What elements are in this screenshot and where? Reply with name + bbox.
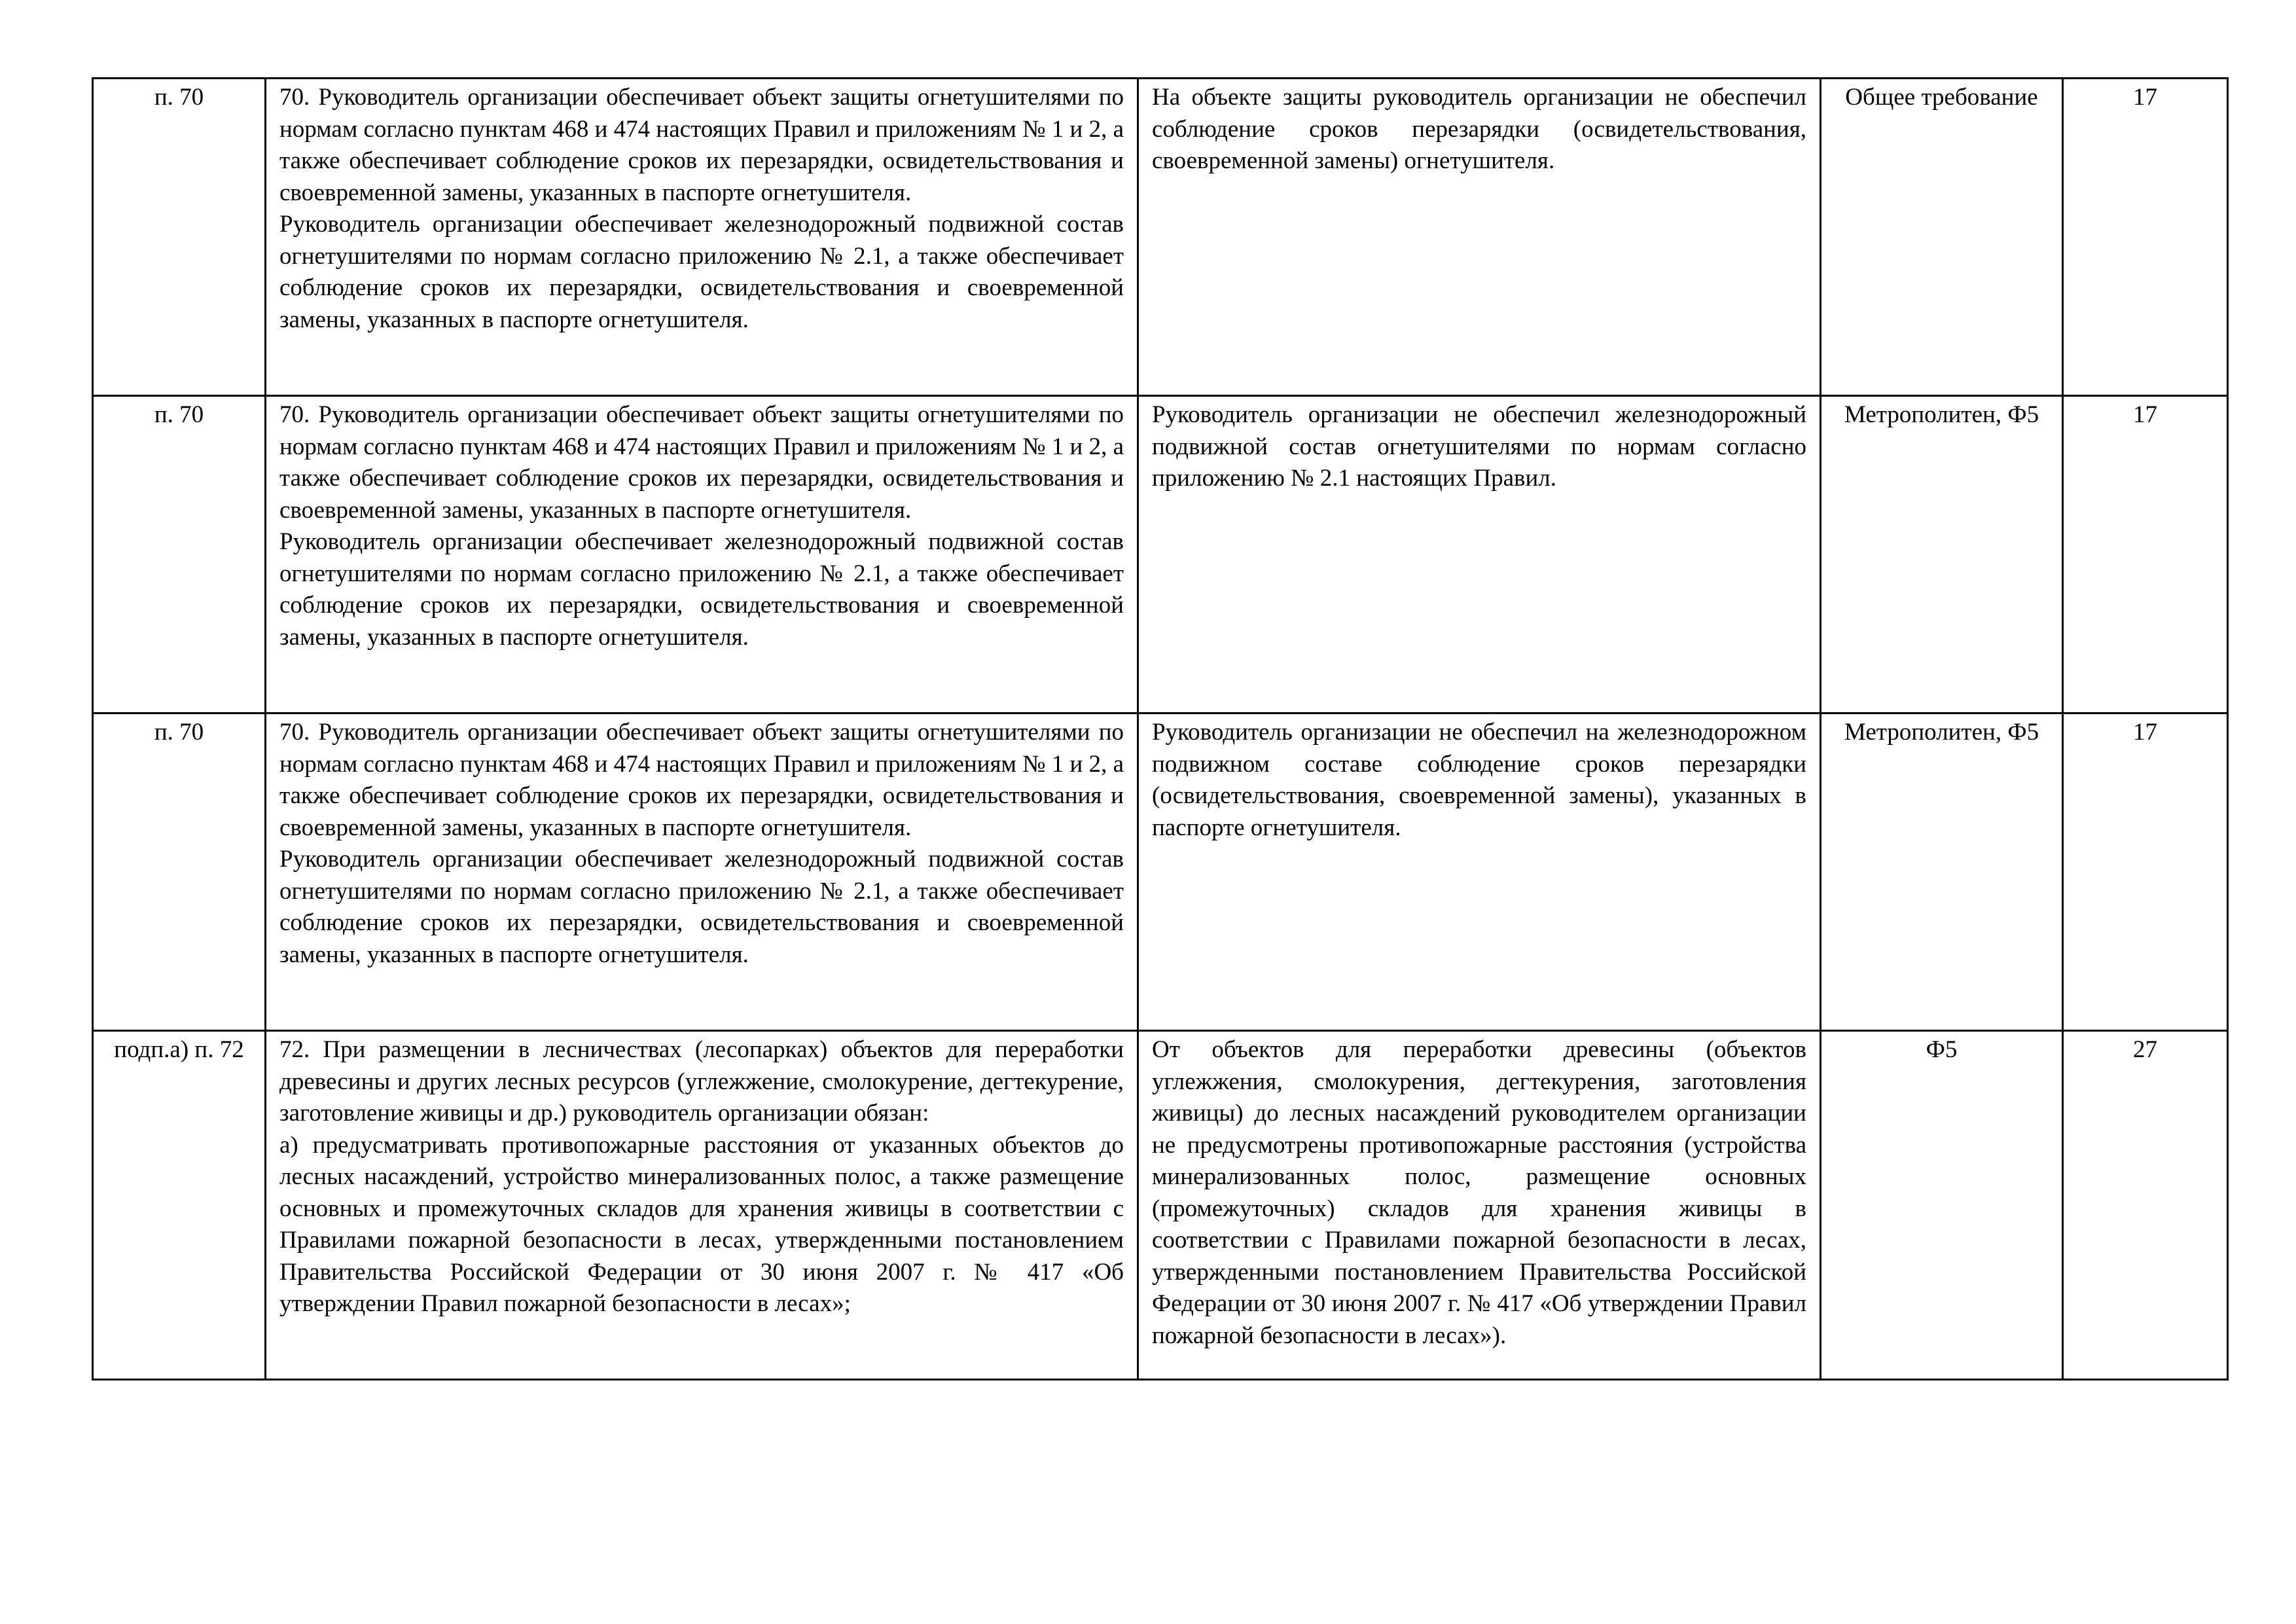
weight-cell: 17 bbox=[2063, 713, 2228, 1031]
requirement-cell bbox=[266, 1031, 1138, 1380]
requirement-cell bbox=[266, 79, 1138, 396]
category-cell: Общее требование bbox=[1821, 79, 2063, 396]
clause-cell: п. 70 bbox=[93, 396, 266, 713]
requirement-paragraph: Руководитель организации обеспечивает железнодорожный подвижной состав огнетушителями по нормам согласно приложению № 2.1, а также обеспечивает соблюдение сроков их перезарядки, освидетельствования и своевременной замены, указанных в паспорте огнетушителя. bbox=[279, 528, 1124, 651]
category-cell: Ф5 bbox=[1821, 1031, 2063, 1380]
requirement-paragraph: 70. Руководитель организации обеспечивает объект защиты огнетушителями по нормам согласно пунктам 468 и 474 настоящих Правил и приложениям № 1 и 2, а также обеспечивает соблюдение сроков их перезарядки, освидетельствования и своевременной замены, указанных в паспорте огнетушителя. bbox=[279, 84, 1124, 206]
violation-cell bbox=[1138, 396, 1821, 713]
clause-cell: п. 70 bbox=[93, 713, 266, 1031]
table-row bbox=[93, 1031, 2228, 1380]
violation-cell bbox=[1138, 79, 1821, 396]
requirement-paragraph: а) предусматривать противопожарные расстояния от указанных объектов до лесных насаждений, устройство минерализованных полос, а также размещение основных и промежуточных складов для хранения живицы в соответствии с Правилами пожарной безопасности в лесах, утвержденными постановлением Правительства Российской Федерации от 30 июня 2007 г. № 417 «Об утверждении Правил пожарной безопасности в лесах»; bbox=[279, 1131, 1124, 1317]
requirements-table bbox=[92, 77, 2229, 1380]
category-cell: Метрополитен, Ф5 bbox=[1821, 713, 2063, 1031]
table-row bbox=[93, 396, 2228, 713]
weight-cell: 27 bbox=[2063, 1031, 2228, 1380]
violation-text: От объектов для переработки древесины (объектов углежжения, смолокурения, дегтекурения, заготовления живицы) до лесных насаждений руководителем организации не предусмотрены противопожарные расстояния (устройства минерализованных полос, размещение основных (промежуточных) складов для хранения живицы в соответствии с Правилами пожарной безопасности в лесах, утвержденными постановлением Правительства Российской Федерации от 30 июня 2007 г. № 417 «Об утверждении Правил пожарной безопасности в лесах»). bbox=[1152, 1036, 1806, 1349]
requirement-paragraph: 72. При размещении в лесничествах (лесопарках) объектов для переработки древесины и других лесных ресурсов (углежжение, смолокурение, дегтекурение, заготовление живицы и др.) руководитель организации обязан: bbox=[279, 1036, 1124, 1127]
requirements-sheet bbox=[92, 77, 2227, 1380]
requirement-paragraph: 70. Руководитель организации обеспечивает объект защиты огнетушителями по нормам согласно пунктам 468 и 474 настоящих Правил и приложениям № 1 и 2, а также обеспечивает соблюдение сроков их перезарядки, освидетельствования и своевременной замены, указанных в паспорте огнетушителя. bbox=[279, 719, 1124, 841]
violation-cell bbox=[1138, 1031, 1821, 1380]
weight-cell: 17 bbox=[2063, 79, 2228, 396]
requirement-paragraph: Руководитель организации обеспечивает железнодорожный подвижной состав огнетушителями по нормам согласно приложению № 2.1, а также обеспечивает соблюдение сроков их перезарядки, освидетельствования и своевременной замены, указанных в паспорте огнетушителя. bbox=[279, 846, 1124, 968]
weight-cell: 17 bbox=[2063, 396, 2228, 713]
requirement-cell bbox=[266, 396, 1138, 713]
violation-text: Руководитель организации не обеспечил на железнодорожном подвижном составе соблюдение сроков перезарядки (освидетельствования, своевременной замены), указанных в паспорте огнетушителя. bbox=[1152, 719, 1806, 841]
violation-text: На объекте защиты руководитель организации не обеспечил соблюдение сроков перезарядки (освидетельствования, своевременной замены) огнетушителя. bbox=[1152, 84, 1806, 174]
requirement-paragraph: 70. Руководитель организации обеспечивает объект защиты огнетушителями по нормам согласно пунктам 468 и 474 настоящих Правил и приложениям № 1 и 2, а также обеспечивает соблюдение сроков их перезарядки, освидетельствования и своевременной замены, указанных в паспорте огнетушителя. bbox=[279, 401, 1124, 524]
violation-text: Руководитель организации не обеспечил железнодорожный подвижной состав огнетушителями по нормам согласно приложению № 2.1 настоящих Правил. bbox=[1152, 401, 1806, 492]
table-row bbox=[93, 79, 2228, 396]
clause-cell: п. 70 bbox=[93, 79, 266, 396]
table-row bbox=[93, 713, 2228, 1031]
violation-cell bbox=[1138, 713, 1821, 1031]
clause-cell: подп.а) п. 72 bbox=[93, 1031, 266, 1380]
requirement-paragraph: Руководитель организации обеспечивает железнодорожный подвижной состав огнетушителями по нормам согласно приложению № 2.1, а также обеспечивает соблюдение сроков их перезарядки, освидетельствования и своевременной замены, указанных в паспорте огнетушителя. bbox=[279, 211, 1124, 333]
requirement-cell bbox=[266, 713, 1138, 1031]
category-cell: Метрополитен, Ф5 bbox=[1821, 396, 2063, 713]
